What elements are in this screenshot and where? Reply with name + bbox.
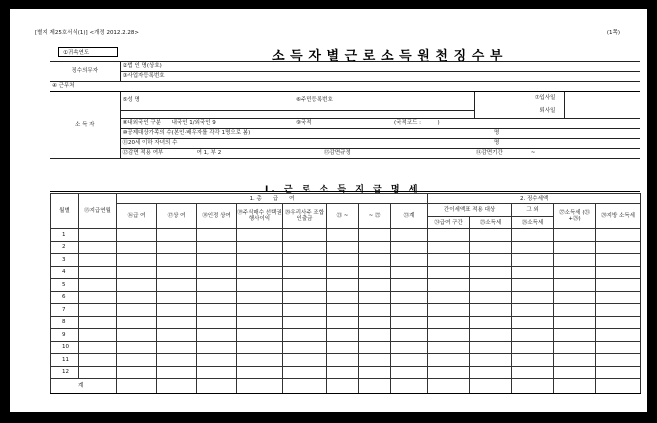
table-cell[interactable] [237,241,283,254]
table-cell[interactable] [157,329,197,342]
table-cell[interactable] [554,354,596,367]
table-cell[interactable] [79,266,117,279]
table-cell[interactable] [197,241,237,254]
table-cell[interactable] [554,241,596,254]
table-cell[interactable] [470,266,512,279]
table-cell[interactable] [512,329,554,342]
exempt-label: ⑫감면 적용 여부 [122,150,164,156]
total-cell[interactable] [157,379,197,394]
residency-field[interactable] [120,119,294,129]
table-row [51,341,641,354]
row-month-number: 5 [51,279,79,292]
table-cell[interactable] [596,254,641,267]
row-month-number: 8 [51,316,79,329]
table-cell[interactable] [596,354,641,367]
table-cell[interactable] [391,279,428,292]
table-cell[interactable] [117,341,157,354]
total-cell[interactable] [391,379,428,394]
table-cell[interactable] [237,291,283,304]
table-cell[interactable] [470,241,512,254]
table-cell[interactable] [428,291,470,304]
table-row [51,291,641,304]
table-cell[interactable] [428,229,470,242]
table-row [51,366,641,379]
payment-rows [51,229,641,379]
biz-no-field[interactable]: ③사업자등록번호 [120,72,640,82]
table-cell[interactable] [428,316,470,329]
col-pay-date: ⑮지급연월 [79,194,117,229]
rrn-field[interactable]: ⑥주민등록번호 [294,92,474,111]
table-cell[interactable] [327,241,359,254]
table-cell[interactable] [359,341,391,354]
table-cell[interactable] [512,316,554,329]
table-cell[interactable] [359,266,391,279]
table-cell[interactable] [512,366,554,379]
table-cell[interactable] [512,341,554,354]
col-esop: ⑳우리사주 조합 인출금 [283,204,327,229]
table-cell[interactable] [79,304,117,317]
col-total: ㉓계 [391,204,428,229]
table-cell[interactable] [391,341,428,354]
table-cell[interactable] [391,241,428,254]
table-cell[interactable] [359,241,391,254]
row-month-number: 3 [51,254,79,267]
table-cell[interactable] [391,254,428,267]
table-cell[interactable] [391,291,428,304]
earner-info-table [50,61,640,159]
hire-leave-value[interactable] [564,92,640,119]
table-cell[interactable] [79,366,117,379]
table-row [51,229,641,242]
table-cell[interactable] [197,291,237,304]
table-row [51,241,641,254]
table-cell[interactable] [237,366,283,379]
table-cell[interactable] [470,254,512,267]
table-cell[interactable] [283,341,327,354]
table-cell[interactable] [359,366,391,379]
table-cell[interactable] [79,316,117,329]
table-cell[interactable] [327,229,359,242]
total-cell[interactable] [197,379,237,394]
table-cell[interactable] [117,241,157,254]
table-row [51,304,641,317]
table-cell[interactable] [596,291,641,304]
table-cell[interactable] [237,341,283,354]
table-cell[interactable] [157,366,197,379]
table-cell[interactable] [237,304,283,317]
col-salary: ⑯급 여 [117,204,157,229]
table-cell[interactable] [197,279,237,292]
table-cell[interactable] [283,316,327,329]
table-row [51,254,641,267]
col-stock-option: ⑲주식매수 선택권 행사이익 [237,204,283,229]
table-cell[interactable] [157,291,197,304]
row-month-number: 6 [51,291,79,304]
table-cell[interactable] [512,304,554,317]
table-cell[interactable] [197,366,237,379]
exempt-options: 여 1, 부 2 [196,150,222,156]
table-cell[interactable] [327,366,359,379]
total-cell[interactable] [428,379,470,394]
table-cell[interactable] [327,341,359,354]
table-cell[interactable] [157,266,197,279]
dependents-unit: 명 [474,129,640,139]
table-cell[interactable] [554,329,596,342]
table-cell[interactable] [554,291,596,304]
form-page [10,9,647,412]
row-month-number: 12 [51,366,79,379]
table-cell[interactable] [359,316,391,329]
row-month-number: 7 [51,304,79,317]
table-cell[interactable] [157,279,197,292]
table-cell[interactable] [327,316,359,329]
table-cell[interactable] [283,229,327,242]
total-cell[interactable] [117,379,157,394]
table-cell[interactable] [391,229,428,242]
col-other-tax: ㉖소득세 [512,217,554,229]
table-cell[interactable] [554,254,596,267]
table-cell[interactable] [596,304,641,317]
total-cell[interactable] [470,379,512,394]
col-simp-tax: ㉕소득세 [470,217,512,229]
table-cell[interactable] [327,279,359,292]
table-cell[interactable] [283,279,327,292]
table-cell[interactable] [283,254,327,267]
tax-header: 2. 징수세액 [428,194,641,204]
section-divider [50,191,640,192]
total-cell[interactable] [512,379,554,394]
total-cell[interactable] [359,379,391,394]
table-cell[interactable] [359,291,391,304]
table-cell[interactable] [327,291,359,304]
table-cell[interactable] [359,329,391,342]
table-cell[interactable] [237,316,283,329]
table-cell[interactable] [470,316,512,329]
table-cell[interactable] [554,279,596,292]
table-cell[interactable] [554,266,596,279]
col-22: ~ ㉒ [359,204,391,229]
table-cell[interactable] [391,316,428,329]
col-local-tax: ㉘지방 소득세 [596,204,641,229]
table-cell[interactable] [197,229,237,242]
table-cell[interactable] [359,304,391,317]
table-cell[interactable] [428,341,470,354]
table-cell[interactable] [117,291,157,304]
table-cell[interactable] [470,354,512,367]
table-cell[interactable] [157,229,197,242]
table-cell[interactable] [237,329,283,342]
col-bonus: ⑰상 여 [157,204,197,229]
table-cell[interactable] [283,329,327,342]
table-cell[interactable] [596,316,641,329]
table-cell[interactable] [79,279,117,292]
table-cell[interactable] [470,366,512,379]
row-month-number: 4 [51,266,79,279]
col-simp-amount: ㉔급여 구간 [428,217,470,229]
page-number: (1쪽) [606,30,620,36]
name-field[interactable]: ⑤성 명 [120,92,294,111]
table-cell[interactable] [428,254,470,267]
table-cell[interactable] [596,366,641,379]
exempt-period-label: ⑭감면기간 [476,150,503,156]
table-cell[interactable] [470,291,512,304]
table-cell[interactable] [283,291,327,304]
table-row [51,354,641,367]
table-cell[interactable] [428,329,470,342]
year-field[interactable]: ①귀속연도 [58,47,118,57]
table-cell[interactable] [197,266,237,279]
table-cell[interactable] [359,354,391,367]
table-row [51,279,641,292]
table-cell[interactable] [596,329,641,342]
table-cell[interactable] [79,341,117,354]
table-cell[interactable] [359,229,391,242]
table-cell[interactable] [157,316,197,329]
table-cell[interactable] [117,254,157,267]
table-cell[interactable] [327,354,359,367]
row-month-number: 11 [51,354,79,367]
table-cell[interactable] [197,329,237,342]
table-cell[interactable] [470,341,512,354]
row-month-number: 2 [51,241,79,254]
table-row [51,316,641,329]
table-cell[interactable] [554,316,596,329]
hire-leave-field[interactable] [474,92,564,119]
table-cell[interactable] [554,366,596,379]
row-month-number: 1 [51,229,79,242]
table-cell[interactable] [283,241,327,254]
table-cell[interactable] [79,354,117,367]
table-cell[interactable] [512,266,554,279]
workplace-field[interactable] [120,82,640,92]
table-cell[interactable] [596,229,641,242]
table-cell[interactable] [470,279,512,292]
col-simplified: 간이세액표 적용 대상 [428,204,512,217]
table-row [51,266,641,279]
table-cell[interactable] [79,291,117,304]
table-cell[interactable] [391,329,428,342]
col-income-tax: ㉗소득세 (㉕+㉖) [554,204,596,229]
table-cell[interactable] [283,266,327,279]
table-cell[interactable] [512,291,554,304]
table-cell[interactable] [596,341,641,354]
col-21: ㉑ ~ [327,204,359,229]
table-cell[interactable] [512,254,554,267]
table-cell[interactable] [117,266,157,279]
table-cell[interactable] [596,279,641,292]
col-month: 월별 [51,194,79,229]
table-cell[interactable] [428,241,470,254]
table-cell[interactable] [157,241,197,254]
table-cell[interactable] [327,329,359,342]
exempt-period-field[interactable] [474,149,640,159]
earner-label: 소 득 자 [50,92,120,159]
table-cell[interactable] [197,254,237,267]
table-cell[interactable] [237,254,283,267]
table-cell[interactable] [391,304,428,317]
total-cell[interactable] [327,379,359,394]
total-cell[interactable] [596,379,641,394]
table-cell[interactable] [117,316,157,329]
table-cell[interactable] [391,366,428,379]
table-cell[interactable] [117,329,157,342]
table-cell[interactable] [428,366,470,379]
table-cell[interactable] [117,366,157,379]
table-cell[interactable] [117,229,157,242]
table-cell[interactable] [197,316,237,329]
table-cell[interactable] [283,354,327,367]
table-cell[interactable] [197,304,237,317]
table-cell[interactable] [428,279,470,292]
table-cell[interactable] [554,341,596,354]
table-cell[interactable] [512,229,554,242]
table-cell[interactable] [359,279,391,292]
table-cell[interactable] [470,229,512,242]
form-title: 소득자별근로소득원천징수부 [272,49,509,64]
table-cell[interactable] [327,304,359,317]
table-cell[interactable] [391,354,428,367]
children-field[interactable]: ⑪20세 이하 자녀의 수 [120,139,474,149]
total-cell[interactable] [554,379,596,394]
table-cell[interactable] [157,304,197,317]
table-cell[interactable] [157,341,197,354]
hire-date-label: ⑦입사일 [534,95,556,101]
table-row [51,329,641,342]
table-cell[interactable] [79,254,117,267]
table-cell[interactable] [428,304,470,317]
col-other: 그 외 [512,204,554,217]
form-reference: [별지 제25호서식(1)] <개정 2012.2.28> [35,30,140,36]
payment-table [50,193,641,394]
table-cell[interactable] [512,279,554,292]
table-cell[interactable] [428,266,470,279]
col-deemed-bonus: ⑱인정 상여 [197,204,237,229]
workplace-label: ④ 근무처 [50,82,120,92]
table-cell[interactable] [237,279,283,292]
table-cell[interactable] [470,329,512,342]
table-cell[interactable] [327,266,359,279]
table-cell[interactable] [428,354,470,367]
nation-code-field[interactable]: (국적코드 : ) [374,119,640,129]
period-separator: ~ [530,150,536,156]
table-cell[interactable] [237,354,283,367]
table-cell[interactable] [197,341,237,354]
leave-date-label: 퇴사일 [539,108,556,114]
table-cell[interactable] [157,354,197,367]
table-cell[interactable] [79,329,117,342]
row-month-number: 9 [51,329,79,342]
children-unit: 명 [474,139,640,149]
table-cell[interactable] [237,266,283,279]
table-cell[interactable] [283,304,327,317]
row-month-number: 10 [51,341,79,354]
residency-options: 내국인 1/외국인 9 [171,120,216,126]
table-cell[interactable] [79,229,117,242]
table-cell[interactable] [391,266,428,279]
table-cell[interactable] [512,354,554,367]
table-cell[interactable] [359,254,391,267]
table-cell[interactable] [117,279,157,292]
withholder-label: 징수의무자 [50,62,120,82]
table-cell[interactable] [197,354,237,367]
table-cell[interactable] [237,229,283,242]
section-title: Ⅰ. 근 로 소 득 지 급 명 세 [265,185,421,195]
table-cell[interactable] [596,241,641,254]
table-cell[interactable] [283,366,327,379]
table-cell[interactable] [596,266,641,279]
exempt-rule-field[interactable]: ⑬감면규정 [294,149,474,159]
table-cell[interactable] [554,304,596,317]
table-cell[interactable] [470,304,512,317]
pay-header: 1. 총 급 여 [117,194,428,204]
total-cell[interactable] [237,379,283,394]
table-cell[interactable] [327,254,359,267]
table-cell[interactable] [157,254,197,267]
table-cell[interactable] [554,229,596,242]
table-cell[interactable] [117,304,157,317]
nationality-field[interactable]: ⑨국적 [294,119,374,129]
table-cell[interactable] [512,241,554,254]
total-cell[interactable] [283,379,327,394]
total-label: 계 [51,379,117,394]
exempt-field[interactable] [120,149,294,159]
corp-name-field[interactable]: ②법 인 명(상호) [120,62,640,72]
table-cell[interactable] [79,241,117,254]
residency-label: ⑧내외국인 구분 [122,120,162,126]
table-cell[interactable] [117,354,157,367]
dependents-field[interactable]: ⑩공제대상가족의 수(본인·배우자를 각각 1명으로 봄) [120,129,474,139]
